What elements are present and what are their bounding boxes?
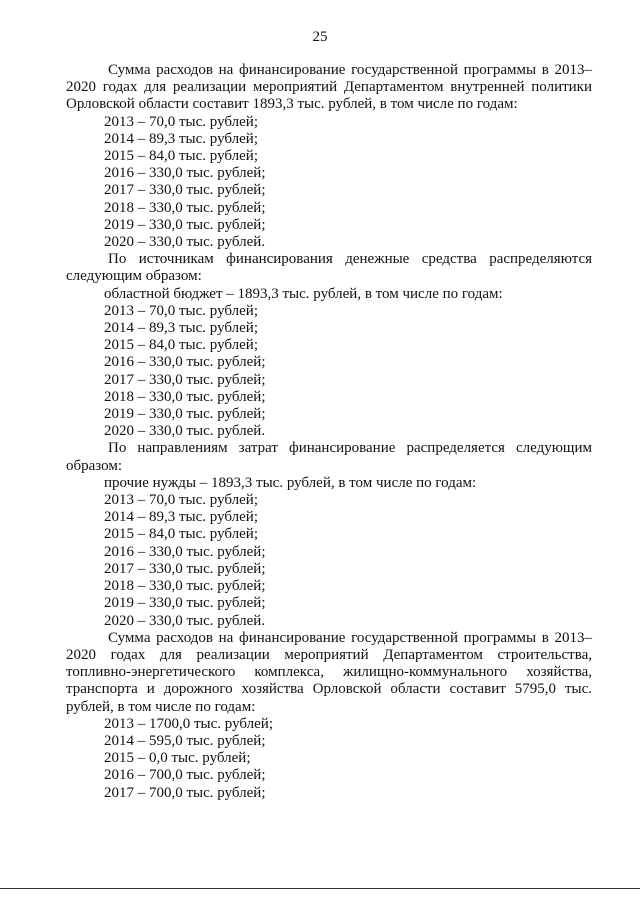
list-item: 2019 – 330,0 тыс. рублей; <box>104 216 266 233</box>
list-item: 2016 – 700,0 тыс. рублей; <box>104 767 266 784</box>
list-item: 2017 – 330,0 тыс. рублей; <box>104 560 266 577</box>
list-item: 2014 – 89,3 тыс. рублей; <box>104 320 258 337</box>
paragraph: Сумма расходов на финансирование государственной программы в 2013–2020 годах для реализации мероприятий Департаментом внутренней политики Орловской области составит 1893,3 тыс. рублей, в том числе по годам: <box>66 62 592 113</box>
list-item: 2014 – 89,3 тыс. рублей; <box>104 130 258 147</box>
page-number: 25 <box>312 29 328 45</box>
list-item: областной бюджет – 1893,3 тыс. рублей, в том числе по годам: <box>104 285 503 302</box>
bottom-divider <box>0 888 640 889</box>
list-item: 2017 – 330,0 тыс. рублей; <box>104 182 266 199</box>
list-item: 2016 – 330,0 тыс. рублей; <box>104 543 266 560</box>
list-item: 2018 – 330,0 тыс. рублей; <box>104 578 266 595</box>
paragraph: Сумма расходов на финансирование государственной программы в 2013–2020 годах для реализации мероприятий Департаментом строительства, топливно-энергетического комплекса, жилищно-коммунального хозяйства, транспорта и дорожного хозяйства Орловской области составит 5795,0 тыс. рублей, в том числе по годам: <box>66 629 592 715</box>
list-item: 2018 – 330,0 тыс. рублей; <box>104 199 266 216</box>
list-item: 2016 – 330,0 тыс. рублей; <box>104 165 266 182</box>
list-item: 2015 – 84,0 тыс. рублей; <box>104 337 258 354</box>
list-item: 2013 – 1700,0 тыс. рублей; <box>104 715 273 732</box>
list-item: прочие нужды – 1893,3 тыс. рублей, в том числе по годам: <box>104 474 477 491</box>
list-item: 2018 – 330,0 тыс. рублей; <box>104 388 266 405</box>
list-item: 2015 – 0,0 тыс. рублей; <box>104 750 251 767</box>
list-item: 2020 – 330,0 тыс. рублей. <box>104 423 266 440</box>
list-item: 2020 – 330,0 тыс. рублей. <box>104 612 266 629</box>
list-item: 2020 – 330,0 тыс. рублей. <box>104 234 266 251</box>
list-item: 2014 – 89,3 тыс. рублей; <box>104 509 258 526</box>
list-item: 2014 – 595,0 тыс. рублей; <box>104 732 266 749</box>
paragraph: По источникам финансирования денежные средства распределяются следующим образом: <box>66 251 592 285</box>
list-item: 2013 – 70,0 тыс. рублей; <box>104 113 258 130</box>
list-item: 2015 – 84,0 тыс. рублей; <box>104 148 258 165</box>
list-item: 2019 – 330,0 тыс. рублей; <box>104 595 266 612</box>
paragraph: По направлениям затрат финансирование распределяется следующим образом: <box>66 440 592 474</box>
list-item: 2015 – 84,0 тыс. рублей; <box>104 526 258 543</box>
document-body <box>66 62 592 802</box>
list-item: 2013 – 70,0 тыс. рублей; <box>104 302 258 319</box>
year-list <box>66 716 592 802</box>
year-list <box>66 475 592 630</box>
list-item: 2017 – 700,0 тыс. рублей; <box>104 784 266 801</box>
year-list <box>66 286 592 441</box>
list-item: 2016 – 330,0 тыс. рублей; <box>104 354 266 371</box>
list-item: 2017 – 330,0 тыс. рублей; <box>104 371 266 388</box>
list-item: 2013 – 70,0 тыс. рублей; <box>104 492 258 509</box>
year-list <box>66 114 592 252</box>
list-item: 2019 – 330,0 тыс. рублей; <box>104 406 266 423</box>
